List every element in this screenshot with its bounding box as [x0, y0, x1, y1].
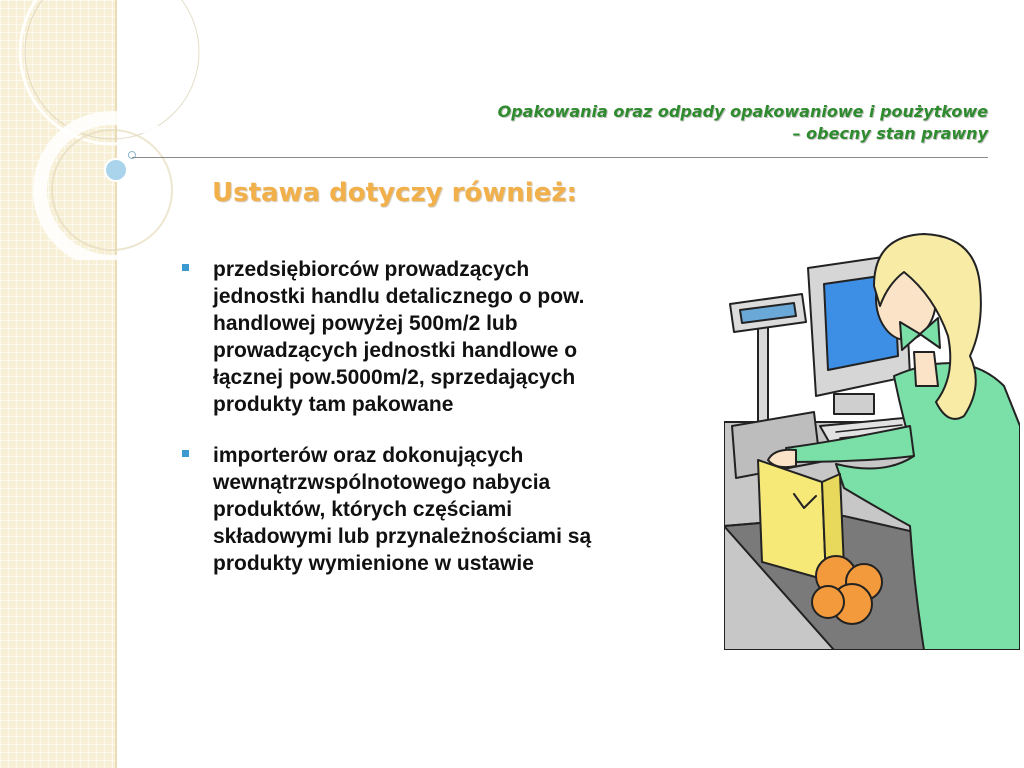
bullet-line: produktów, których częściami — [213, 498, 513, 521]
slide-header-title — [368, 101, 988, 145]
bullet-line: składowymi lub przynależnościami są — [213, 525, 592, 548]
bullet-line: wewnątrzwspólnotowego nabycia — [213, 471, 551, 494]
bullet-list — [178, 256, 723, 601]
bullet-text — [213, 442, 723, 577]
header-title-line-2: – obecny stan prawny — [792, 124, 988, 143]
bullet-line: produkty tam pakowane — [213, 393, 454, 416]
bullet-line: łącznej pow.5000m/2, sprzedających — [213, 366, 576, 389]
bullet-text — [213, 256, 723, 418]
bullet-line: handlowej powyżej 500m/2 lub — [213, 312, 518, 335]
bullet-line: produkty wymienione w ustawie — [213, 552, 534, 575]
bullet-item — [178, 256, 723, 418]
slide-heading: Ustawa dotyczy również: — [212, 178, 577, 208]
bullet-marker — [182, 264, 189, 271]
header-title-line-1: Opakowania oraz odpady opakowaniowe i poużytkowe — [497, 102, 988, 121]
bullet-item — [178, 442, 723, 577]
orange — [812, 586, 844, 618]
header-divider — [132, 157, 988, 158]
bullet-line: przedsiębiorców prowadzących — [213, 258, 530, 281]
bullet-marker — [182, 450, 189, 457]
cashier-clipart — [724, 226, 1020, 650]
bullet-line: jednostki handlu detalicznego o pow. — [213, 285, 585, 308]
decorative-circles — [0, 0, 200, 260]
bullet-line: importerów oraz dokonujących — [213, 444, 524, 467]
bullet-line: prowadzących jednostki handlowe o — [213, 339, 578, 362]
